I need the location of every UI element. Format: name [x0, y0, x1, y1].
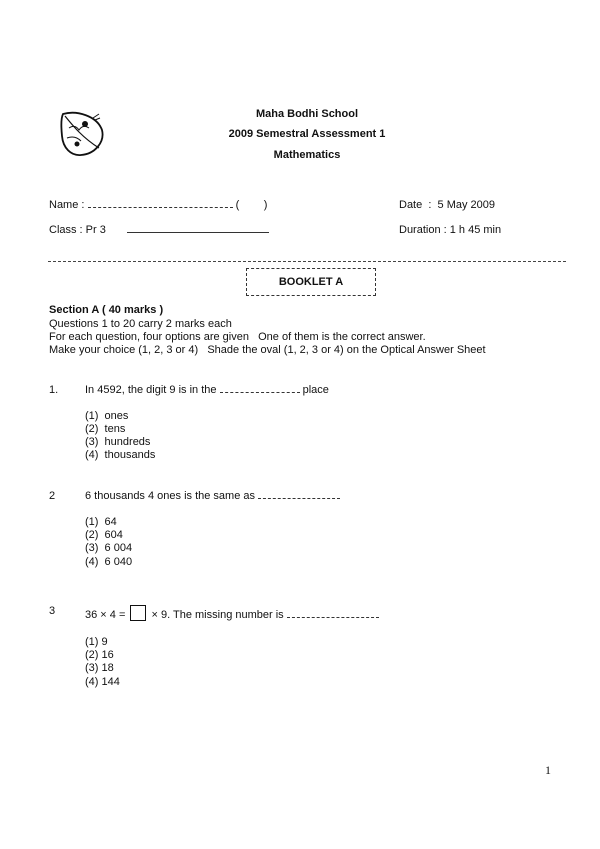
school-name: Maha Bodhi School	[255, 108, 359, 120]
class-blank	[127, 231, 269, 233]
question-1-stem-end: place	[302, 384, 329, 396]
q1-option-3: (3) hundreds	[85, 436, 151, 448]
school-logo	[55, 108, 107, 158]
duration-field: Duration : 1 h 45 min	[399, 224, 502, 236]
assessment-title: 2009 Semestral Assessment 1	[228, 128, 386, 140]
question-1-stem: In 4592, the digit 9 is in the	[85, 384, 217, 396]
q3-option-2: (2) 16	[85, 649, 114, 661]
q1-option-4: (4) thousands	[85, 449, 156, 461]
class-field	[49, 224, 269, 236]
q3-option-1: (1) 9	[85, 636, 108, 648]
section-instruction-3: Make your choice (1, 2, 3 or 4) Shade the oval (1, 2, 3 or 4) on the Optical Answer Sheet	[49, 344, 486, 356]
question-3-text	[85, 605, 379, 621]
q3-option-4: (4) 144	[85, 676, 120, 688]
name-label: Name :	[49, 199, 85, 211]
q2-option-4: (4) 6 040	[85, 556, 133, 568]
section-title: Section A ( 40 marks )	[49, 304, 164, 316]
question-1-text	[85, 384, 329, 396]
q2-option-1: (1) 64	[85, 516, 117, 528]
booklet-box	[246, 268, 376, 296]
register-number-paren: ( )	[235, 199, 268, 211]
section-instruction-1: Questions 1 to 20 carry 2 marks each	[49, 318, 232, 330]
q3-option-3: (3) 18	[85, 662, 114, 674]
question-1-number: 1.	[49, 384, 59, 396]
name-field	[49, 199, 267, 211]
question-2-stem: 6 thousands 4 ones is the same as	[85, 490, 255, 502]
question-2-text	[85, 490, 340, 502]
q2-option-3: (3) 6 004	[85, 542, 133, 554]
page-number: 1	[545, 763, 551, 777]
q1-option-1: (1) ones	[85, 410, 129, 422]
q2-option-2: (2) 604	[85, 529, 123, 541]
missing-number-box	[130, 605, 146, 621]
class-label: Class : Pr 3	[49, 224, 106, 236]
question-3-stem-end: × 9. The missing number is	[151, 609, 284, 621]
section-instruction-2: For each question, four options are given One of them is the correct answer.	[49, 331, 426, 343]
booklet-label: BOOKLET A	[278, 276, 344, 288]
answer-blank	[258, 497, 340, 499]
answer-blank	[287, 616, 379, 618]
name-blank	[88, 206, 233, 208]
q1-option-2: (2) tens	[85, 423, 126, 435]
header-divider	[48, 261, 566, 262]
question-3-stem: 36 × 4 =	[85, 609, 126, 621]
question-3-number: 3	[49, 605, 56, 617]
date-field: Date : 5 May 2009	[399, 199, 495, 211]
subject-title: Mathematics	[273, 149, 341, 161]
question-2-number: 2	[49, 490, 56, 502]
answer-blank	[220, 391, 300, 393]
